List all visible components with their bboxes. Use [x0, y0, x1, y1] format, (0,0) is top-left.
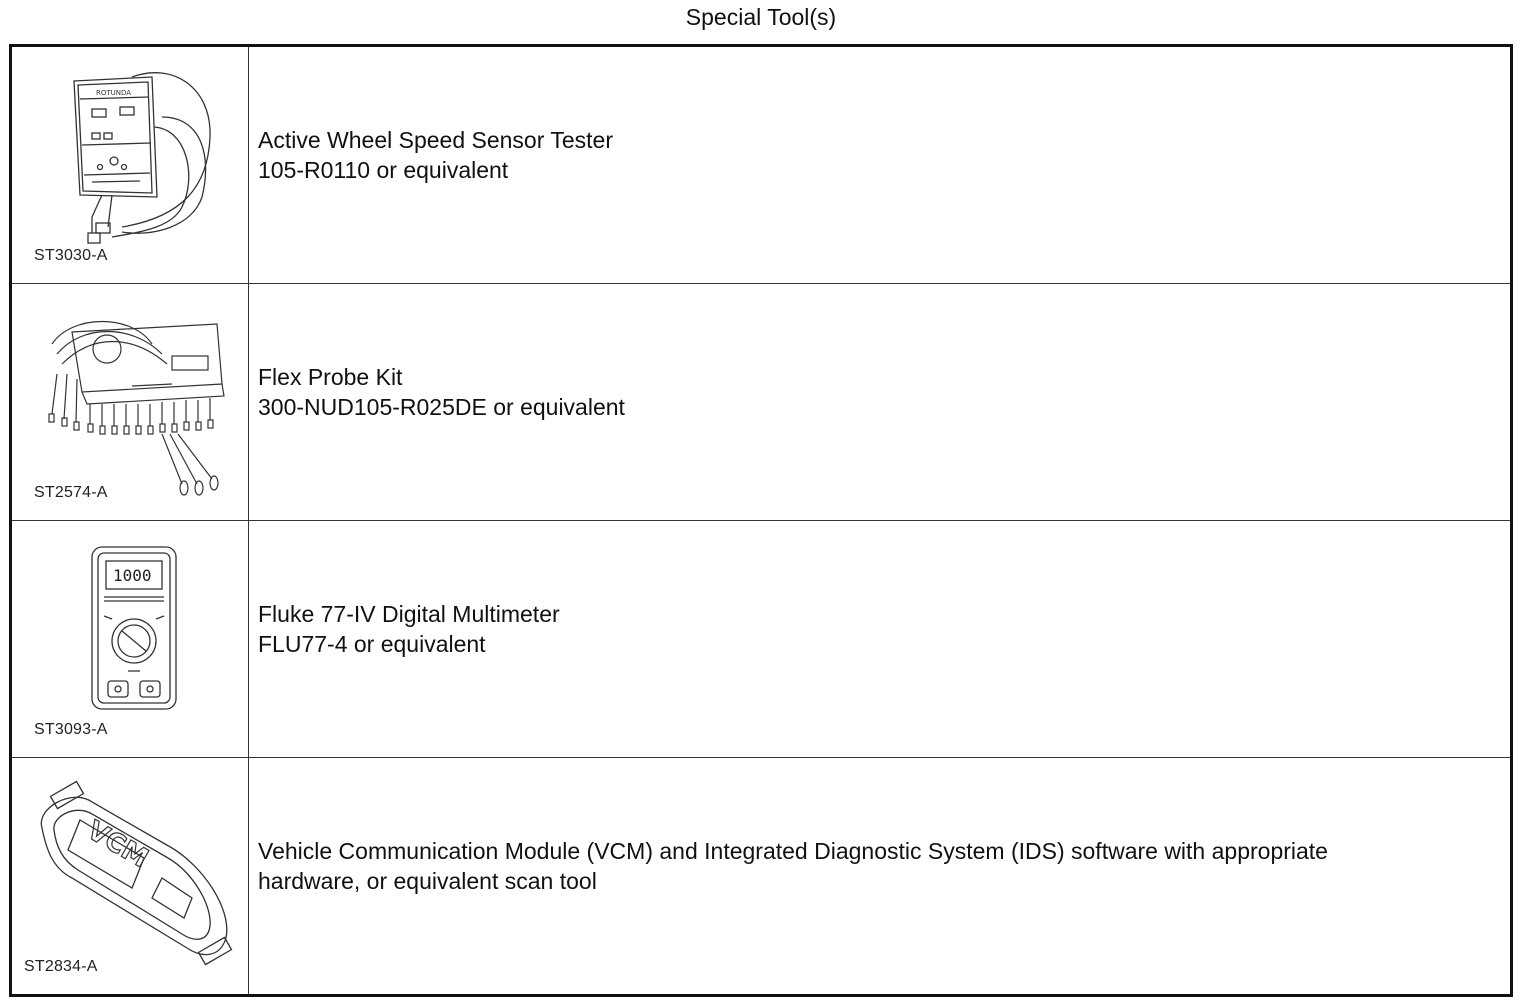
tool-image-cell — [11, 521, 249, 758]
table-row — [11, 46, 1512, 284]
tool-description-cell — [249, 758, 1512, 996]
tool-name: Vehicle Communication Module (VCM) and Integrated Diagnostic System (IDS) software with appropriate — [258, 838, 1328, 864]
tool-description-cell — [249, 521, 1512, 758]
tool-name: Flex Probe Kit — [258, 364, 403, 390]
table-row — [11, 284, 1512, 521]
table-row — [11, 758, 1512, 996]
tool-description-cell — [249, 46, 1512, 284]
page-title: Special Tool(s) — [685, 4, 837, 30]
device-label: ROTUNDA — [96, 89, 132, 97]
tool-image-cell — [11, 46, 249, 284]
table-row — [11, 521, 1512, 758]
tool-code: ST3030-A — [34, 247, 108, 264]
tool-name: Active Wheel Speed Sensor Tester — [258, 127, 613, 153]
tool-part-number: 105-R0110 or equivalent — [258, 157, 509, 183]
tool-code: ST2834-A — [24, 958, 98, 975]
tool-name: Fluke 77-IV Digital Multimeter — [258, 601, 560, 627]
tool-code: ST2574-A — [34, 484, 108, 501]
tool-code: ST3093-A — [34, 721, 108, 738]
special-tools-table — [9, 44, 1513, 997]
multimeter-display-reading: 1000 — [113, 566, 152, 585]
tool-description-cell — [249, 284, 1512, 521]
tool-image-cell — [11, 758, 249, 996]
tool-part-number: FLU77-4 or equivalent — [258, 631, 486, 657]
device-label: VCM — [81, 815, 154, 875]
tool-image-cell — [11, 284, 249, 521]
tool-part-number: 300-NUD105-R025DE or equivalent — [258, 394, 625, 420]
tool-part-number: hardware, or equivalent scan tool — [258, 868, 597, 894]
